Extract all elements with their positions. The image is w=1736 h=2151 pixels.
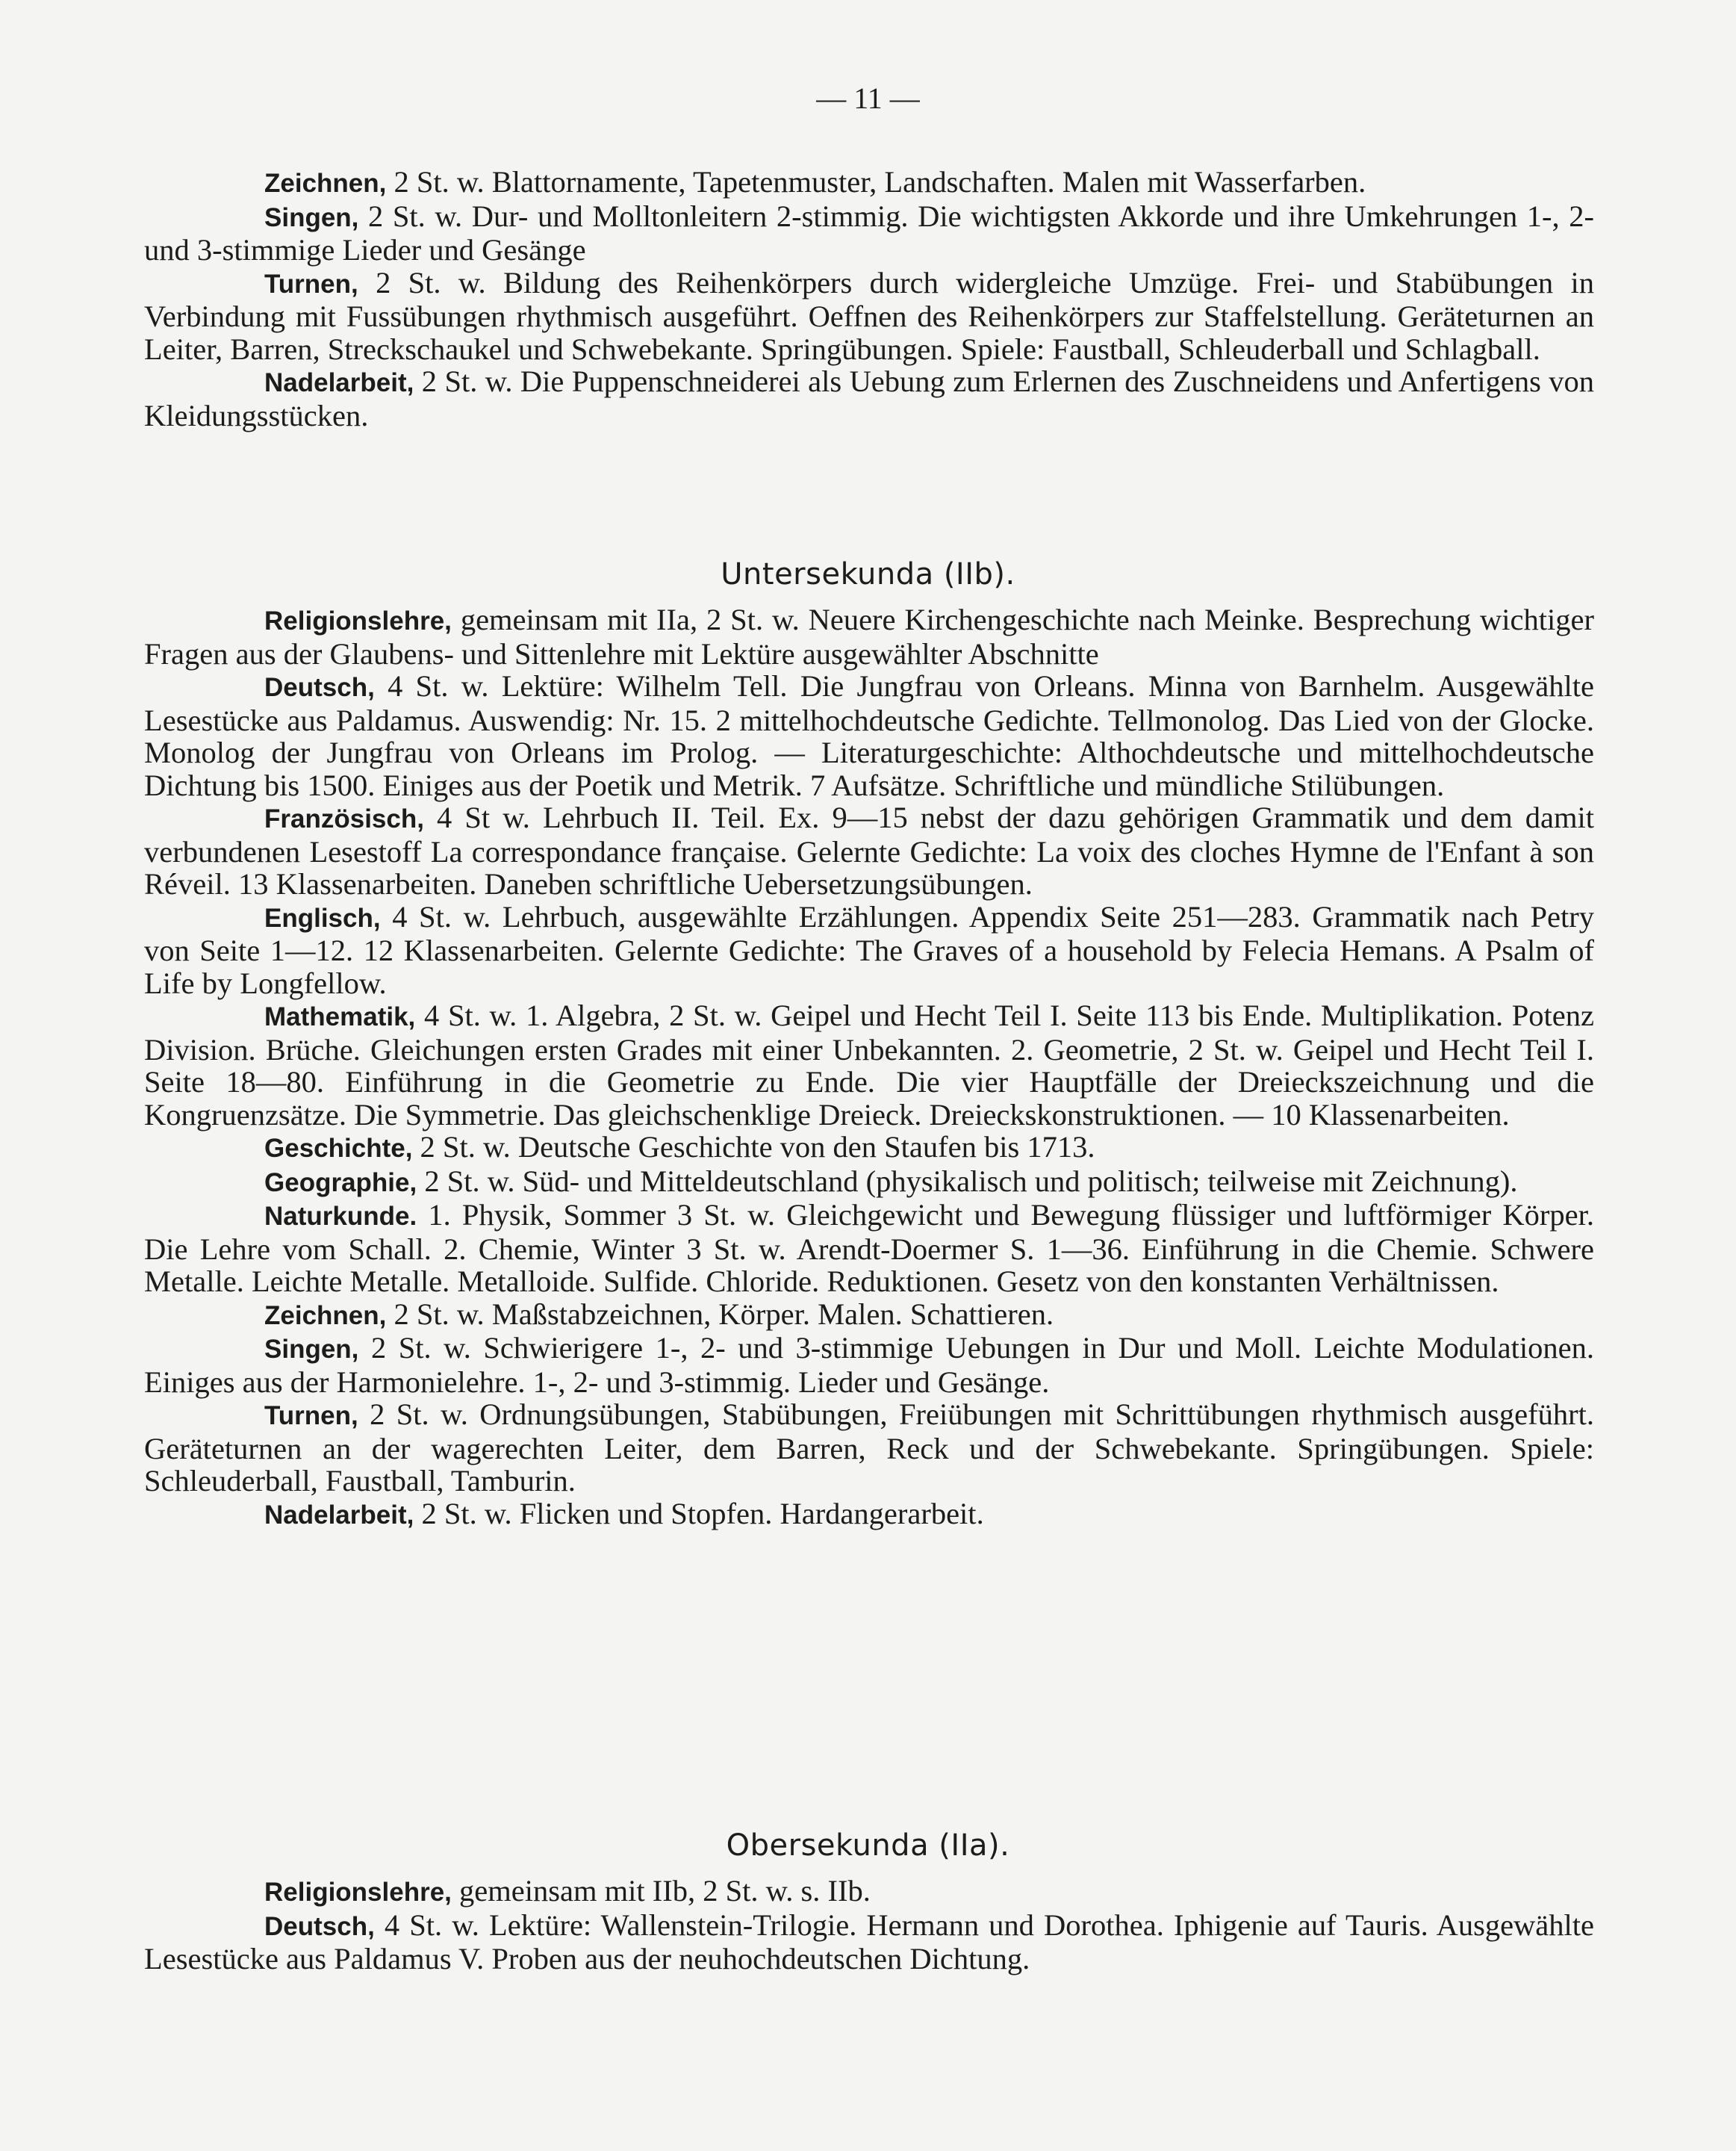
subject-paragraph	[144, 267, 1594, 366]
subject-label: Deutsch,	[264, 1911, 375, 1941]
subject-text: 4 St. w. Lektüre: Wilhelm Tell. Die Jungfrau von Orleans. Minna von Barnhelm. Ausgewählte Lesestücke aus Paldamus. Auswendig: Nr. 15. 2 mittelhochdeutsche Gedichte. Tellmonolog. Das Lied von der Glocke. Monolog der Jungfrau von Orleans im Prolog. — Literaturgeschichte: Althochdeutsche und mittelhochdeutsche Dichtung bis 1500. Einiges aus der Poetik und Metrik. 7 Aufsätze. Schriftliche und mündliche Stilübungen.	[144, 669, 1594, 802]
subject-paragraph	[144, 801, 1594, 901]
subject-label: Nadelarbeit,	[264, 368, 414, 397]
subject-paragraph	[144, 1298, 1594, 1332]
subject-label: Deutsch,	[264, 673, 375, 702]
subject-text: 4 St. w. 1. Algebra, 2 St. w. Geipel und Hecht Teil I. Seite 113 bis Ende. Multiplikation. Potenz Division. Brüche. Gleichungen ersten Grades mit einer Unbekannten. 2. Geometrie, 2 St. w. Geipel und Hecht Teil I. Seite 18—80. Einführung in die Geometrie zu Ende. Die vier Hauptfälle der Dreieckszeichnung und die Kongruenzsätze. Die Symmetrie. Das gleichschenklige Dreieck. Dreieckskonstruktionen. — 10 Klassenarbeiten.	[144, 999, 1594, 1132]
subject-label: Turnen,	[264, 1401, 358, 1430]
subject-text: 2 St. w. Maßstabzeichnen, Körper. Malen. Schattieren.	[393, 1297, 1054, 1331]
section-untersekunda	[144, 603, 1594, 1531]
subject-label: Singen,	[264, 1335, 359, 1364]
subject-text: 2 St. w. Dur- und Molltonleitern 2-stimmig. Die wichtigsten Akkorde und ihre Umkehrungen 1-, 2- und 3-stimmige Lieder und Gesänge	[144, 199, 1595, 267]
subject-label: Nadelarbeit,	[264, 1500, 414, 1530]
subject-text: 2 St. w. Bildung des Reihenkörpers durch widergleiche Umzüge. Frei- und Stabübungen in Verbindung mit Fussübungen rhythmisch ausgeführt. Oeffnen des Reihenkörpers zur Staffelstellung. Geräteturnen an Leiter, Barren, Streckschaukel und Schwebekante. Springübungen. Spiele: Faustball, Schleuderball und Schlagball.	[144, 265, 1595, 366]
subject-label: Religionslehre,	[264, 606, 452, 636]
section-iii-continued	[144, 166, 1594, 432]
subject-paragraph	[144, 1497, 1594, 1532]
subject-paragraph	[144, 1199, 1594, 1298]
subject-paragraph	[144, 603, 1594, 670]
subject-paragraph	[144, 200, 1594, 267]
subject-label: Mathematik,	[264, 1002, 416, 1031]
subject-label: Turnen,	[264, 269, 358, 299]
subject-text: 2 St. w. Schwierigere 1-, 2- und 3-stimmige Uebungen in Dur und Moll. Leichte Modulationen. Einiges aus der Harmonielehre. 1-, 2- und 3-stimmig. Lieder und Gesänge.	[144, 1331, 1594, 1399]
subject-text: 2 St. w. Blattornamente, Tapetenmuster, Landschaften. Malen mit Wasserfarben.	[393, 165, 1366, 199]
subject-paragraph	[144, 1332, 1594, 1398]
subject-label: Englisch,	[264, 903, 381, 933]
subject-text: 4 St. w. Lehrbuch, ausgewählte Erzählungen. Appendix Seite 251—283. Grammatik nach Petry von Seite 1—12. 12 Klassenarbeiten. Gelernte Gedichte: The Graves of a household by Felecia Hemans. A Psalm of Life by Longfellow.	[144, 899, 1594, 1000]
subject-paragraph	[144, 1398, 1594, 1497]
subject-paragraph	[144, 365, 1594, 432]
subject-text: 2 St. w. Deutsche Geschichte von den Staufen bis 1713.	[420, 1130, 1095, 1164]
subject-label: Zeichnen,	[264, 169, 387, 198]
subject-text: 1. Physik, Sommer 3 St. w. Gleichgewicht und Bewegung flüssiger und luftförmiger Körper. Die Lehre vom Schall. 2. Chemie, Winter 3 St. w. Arendt-Doermer S. 1—36. Einführung in die Chemie. Schwere Metalle. Leichte Metalle. Metalloide. Sulfide. Chloride. Reduktionen. Gesetz von den konstanten Verhältnissen.	[144, 1198, 1594, 1298]
subject-paragraph	[144, 1131, 1594, 1165]
subject-paragraph	[144, 166, 1594, 200]
heading-untersekunda: Untersekunda (IIb).	[721, 557, 1015, 592]
subject-label: Naturkunde.	[264, 1202, 417, 1231]
subject-label: Geographie,	[264, 1167, 417, 1197]
subject-text: 4 St. w. Lektüre: Wallenstein-Trilogie. Hermann und Dorothea. Iphigenie auf Tauris. Ausgewählte Lesestücke aus Paldamus V. Proben aus der neuhochdeutschen Dichtung.	[144, 1908, 1595, 1975]
subject-text: 2 St. w. Ordnungsübungen, Stabübungen, Freiübungen mit Schrittübungen rhythmisch ausgeführt. Geräteturnen an der wagerechten Leiter, dem Barren, Reck und der Schwebekante. Springübungen. Spiele: Schleuderball, Faustball, Tamburin.	[144, 1397, 1595, 1497]
section-obersekunda	[144, 1875, 1594, 1975]
subject-paragraph	[144, 1909, 1594, 1975]
subject-label: Geschichte,	[264, 1134, 413, 1163]
subject-label: Zeichnen,	[264, 1300, 387, 1330]
subject-label: Singen,	[264, 202, 359, 232]
subject-text: 2 St. w. Flicken und Stopfen. Hardangerarbeit.	[421, 1496, 984, 1530]
subject-text: 4 St w. Lehrbuch II. Teil. Ex. 9—15 nebst der dazu gehörigen Grammatik und dem damit verbundenen Lesestoff La correspondance française. Gelernte Gedichte: La voix des cloches Hymne de l'Enfant à son Réveil. 13 Klassenarbeiten. Daneben schriftliche Uebersetzungsübungen.	[144, 801, 1594, 901]
subject-text: 2 St. w. Die Puppenschneiderei als Uebung zum Erlernen des Zuschneidens und Anfertigens von Kleidungsstücken.	[144, 364, 1595, 432]
page-number: — 11 —	[816, 81, 920, 115]
subject-text: 2 St. w. Süd- und Mitteldeutschland (physikalisch und politisch; teilweise mit Zeichnung).	[424, 1164, 1518, 1198]
subject-paragraph	[144, 1165, 1594, 1199]
subject-paragraph	[144, 999, 1594, 1131]
subject-label: Religionslehre,	[264, 1878, 452, 1907]
subject-label: Französisch,	[264, 804, 424, 834]
subject-text: gemeinsam mit IIa, 2 St. w. Neuere Kirchengeschichte nach Meinke. Besprechung wichtiger Fragen aus der Glaubens- und Sittenlehre mit Lektüre ausgewählter Abschnitte	[144, 603, 1595, 671]
subject-paragraph	[144, 901, 1594, 1000]
heading-obersekunda: Obersekunda (IIa).	[726, 1828, 1010, 1863]
subject-text: gemeinsam mit IIb, 2 St. w. s. IIb.	[459, 1874, 871, 1908]
subject-paragraph	[144, 1875, 1594, 1909]
subject-paragraph	[144, 670, 1594, 801]
